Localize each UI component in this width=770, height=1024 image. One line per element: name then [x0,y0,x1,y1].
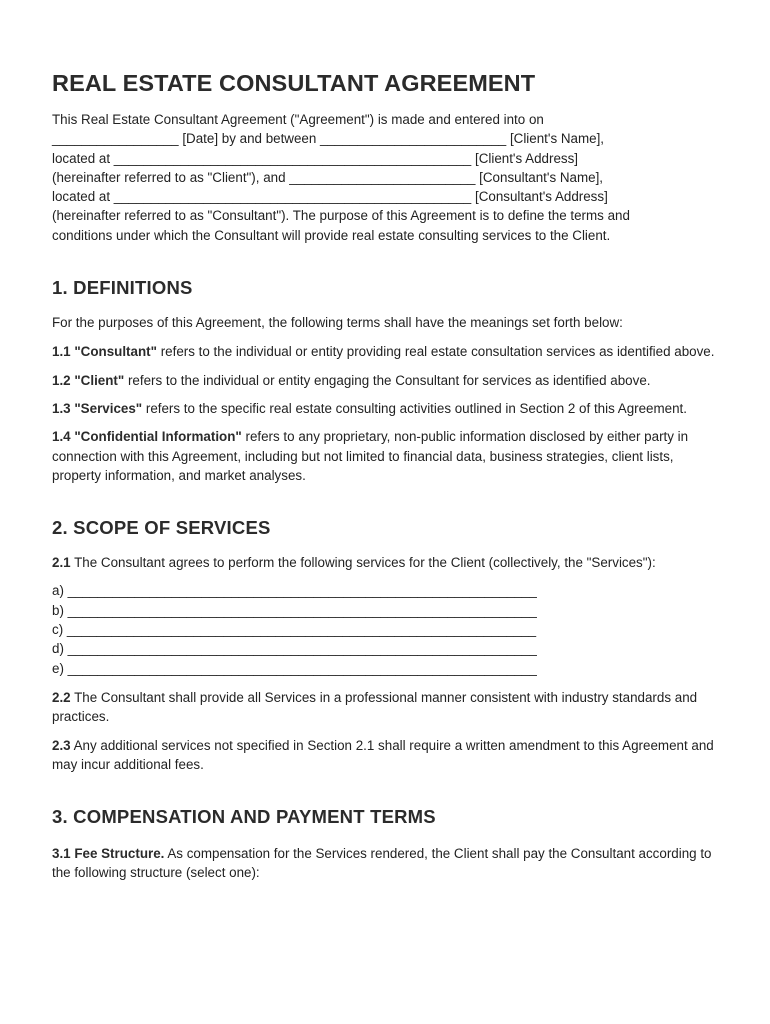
scope-clause-2-3 [52,736,722,775]
scope-clause-2-1 [52,553,722,572]
intro-line: located at ________________________________________________ [Client's Address] [52,150,579,166]
clause-text: Any additional services not specified in Section 2.1 shall require a written amendment to this Agreement and may incur additional fees. [52,737,714,772]
service-blank-line[interactable]: d) _______________________________________________________________ [52,641,537,657]
intro-paragraph [52,110,722,245]
intro-line: (hereinafter referred to as "Client"), and _________________________ [Consultant's Name], [52,169,604,185]
definition-term: 1.3 "Services" [52,400,143,416]
service-blank-line[interactable]: e) _______________________________________________________________ [52,660,537,676]
definition-term: 1.2 "Client" [52,372,125,388]
service-blank-line[interactable]: c) _______________________________________________________________ [52,622,537,638]
clause-number: 2.2 [52,689,71,705]
definition-term: 1.1 "Consultant" [52,344,157,360]
section-heading-definitions: 1. DEFINITIONS [52,277,193,299]
section-heading-compensation: 3. COMPENSATION AND PAYMENT TERMS [52,806,436,828]
intro-line: (hereinafter referred to as "Consultant"). The purpose of this Agreement is to define the terms and [52,208,630,224]
clause-number: 2.1 [52,555,71,571]
intro-line: This Real Estate Consultant Agreement ("Agreement") is made and entered into on [52,112,544,127]
section-heading-scope: 2. SCOPE OF SERVICES [52,517,271,539]
clause-text: The Consultant agrees to perform the following services for the Client (collectively, the "Services"): [70,555,656,571]
definition-text: refers to any proprietary, non-public information disclosed by either party in connection with this Agreement, including but not limited to financial data, business strategies, client lists, property information, and market analyses. [52,429,689,483]
intro-line: located at ________________________________________________ [Consultant's Address] [52,189,608,205]
definition-item [52,427,722,485]
definition-text: refers to the specific real estate consulting activities outlined in Section 2 of this Agreement. [142,400,687,416]
clause-number: 3.1 Fee Structure. [52,846,165,862]
clause-number: 2.3 [52,737,71,753]
definition-term: 1.4 "Confidential Information" [52,429,242,445]
definition-text: refers to the individual or entity engaging the Consultant for services as identified above. [124,372,651,388]
document-page [52,70,722,883]
service-blank-line[interactable]: b) _______________________________________________________________ [52,602,537,618]
services-blank-list [52,581,722,677]
service-blank-line[interactable]: a) _______________________________________________________________ [52,583,537,599]
clause-text: The Consultant shall provide all Services in a professional manner consistent with industry standards and practices. [52,689,698,725]
definitions-lead: For the purposes of this Agreement, the following terms shall have the meanings set forth below: [52,315,623,331]
compensation-clause-3-1 [52,844,722,883]
definition-item [52,371,722,390]
definition-text: refers to the individual or entity providing real estate consultation services as identified above. [156,344,715,360]
definition-item [52,399,722,418]
intro-line: conditions under which the Consultant will provide real estate consulting services to the Client. [52,227,611,243]
intro-line: _________________ [Date] by and between _________________________ [Client's Name], [52,131,605,147]
scope-clause-2-2 [52,688,722,727]
document-title: REAL ESTATE CONSULTANT AGREEMENT [52,70,536,96]
clause-text: As compensation for the Services rendered, the Client shall pay the Consultant according to the following structure (select one): [52,846,712,881]
definition-item [52,342,722,361]
